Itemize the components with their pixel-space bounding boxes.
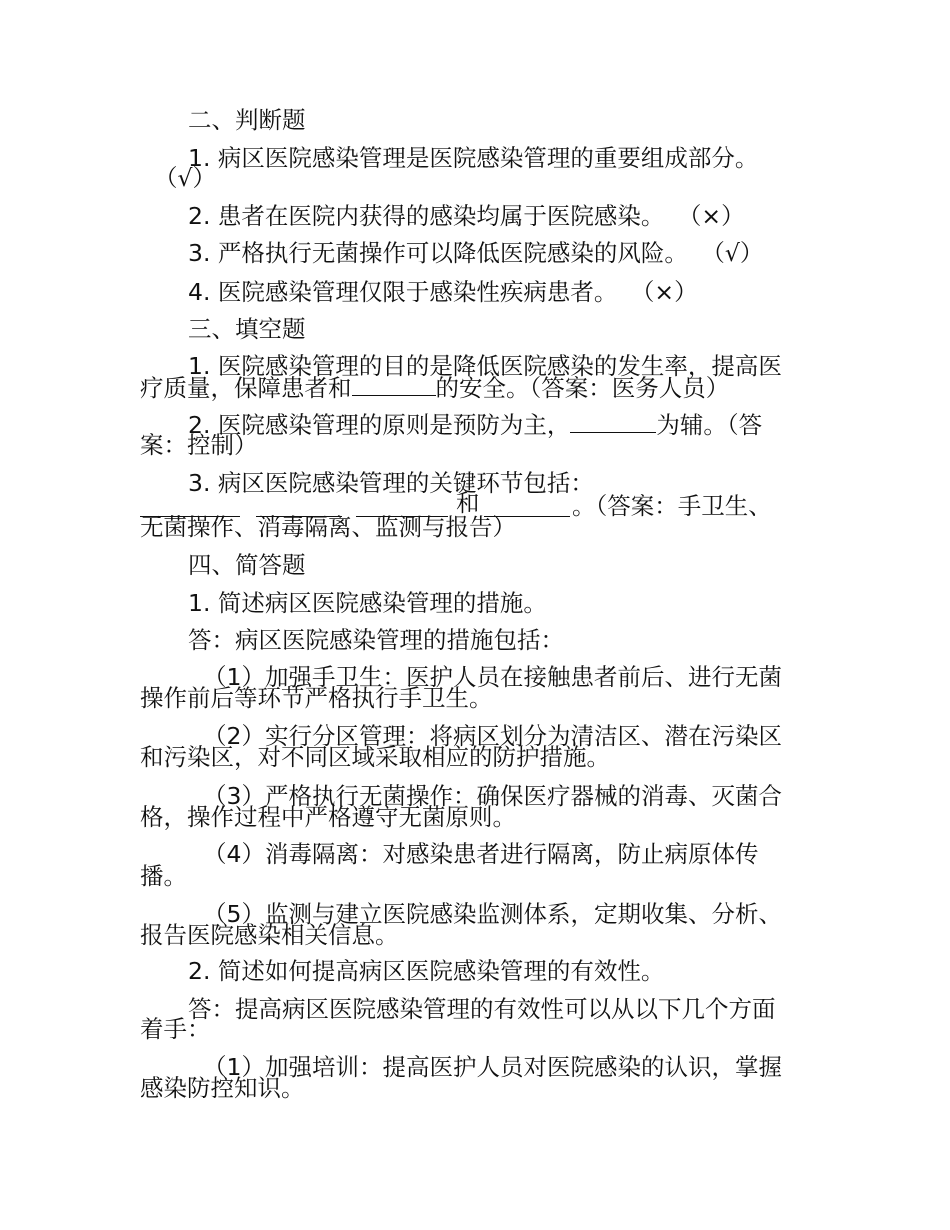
fill-q1-line2-suffix: 的安全。（答案：医务人员）	[435, 374, 730, 402]
short-q2-intro-line2: 着手：	[140, 1015, 211, 1043]
short-q1-point-2-line1: （2）实行分区管理：将病区划分为清洁区、潜在污染区	[203, 722, 782, 750]
fill-q2-line1	[188, 411, 763, 439]
judgment-item-1-text: 1. 病区医院感染管理是医院感染管理的重要组成部分。	[188, 144, 759, 172]
short-q1-point-4-line1: （4）消毒隔离：对感染患者进行隔离，防止病原体传	[203, 840, 759, 868]
judgment-item-1-answer: （√）	[154, 164, 216, 192]
judgment-item-4	[188, 278, 698, 306]
short-q2-point-1-line2: 感染防控知识。	[140, 1074, 305, 1102]
fill-q1-line2	[140, 374, 730, 402]
fill-q3-line1: 3. 病区医院感染管理的关键环节包括：	[188, 469, 594, 497]
short-q1-point-5-line1: （5）监测与建立医院感染监测体系，定期收集、分析、	[203, 900, 782, 928]
short-q1-point-1-line2: 操作前后等环节严格执行手卫生。	[140, 684, 493, 712]
fill-q3-tail: 。（答案：手卫生、	[572, 492, 772, 520]
fill-q1-line2-prefix: 疗质量，保障患者和	[140, 374, 352, 402]
short-q1-point-4-line2: 播。	[140, 862, 187, 890]
judgment-item-3	[188, 239, 764, 267]
fill-q1-blank	[352, 377, 436, 396]
short-q1-point-2-line2: 和污染区，对不同区域采取相应的防护措施。	[140, 743, 610, 771]
short-q1-intro: 答：病区医院感染管理的措施包括：	[188, 626, 564, 654]
fill-q2-line1-suffix: 为辅。（答	[656, 411, 763, 439]
judgment-item-4-text: 4. 医院感染管理仅限于感染性疾病患者。	[188, 278, 618, 306]
fill-q3-connector: 和	[456, 489, 480, 517]
fill-q3-line3: 无菌操作、消毒隔离、监测与报告）	[140, 513, 516, 541]
short-q2-question: 2. 简述如何提高病区医院感染管理的有效性。	[188, 957, 665, 985]
short-q2-intro-line1: 答：提高病区医院感染管理的有效性可以从以下几个方面	[188, 995, 776, 1023]
section-heading-short: 四、简答题	[188, 551, 306, 579]
short-q1-point-5-line2: 报告医院感染相关信息。	[140, 921, 399, 949]
short-q1-question: 1. 简述病区医院感染管理的措施。	[188, 589, 547, 617]
judgment-item-3-text: 3. 严格执行无菌操作可以降低医院感染的风险。	[188, 239, 688, 267]
short-q2-point-1-line1: （1）加强培训：提高医护人员对医院感染的认识，掌握	[203, 1053, 782, 1081]
fill-q2-blank	[570, 414, 656, 433]
section-heading-judgment: 二、判断题	[188, 106, 306, 134]
judgment-item-2-answer: （×）	[677, 202, 745, 230]
fill-q1-line1: 1. 医院感染管理的目的是降低医院感染的发生率，提高医	[188, 352, 782, 380]
section-heading-fill: 三、填空题	[188, 315, 306, 343]
fill-q2-line1-prefix: 2. 医院感染管理的原则是预防为主，	[188, 411, 571, 439]
short-q1-point-3-line2: 格，操作过程中严格遵守无菌原则。	[140, 803, 516, 831]
judgment-item-3-answer: （√）	[701, 239, 764, 267]
short-q1-point-1-line1: （1）加强手卫生：医护人员在接触患者前后、进行无菌	[203, 663, 782, 691]
short-q1-point-3-line1: （3）严格执行无菌操作：确保医疗器械的消毒、灭菌合	[203, 782, 782, 810]
judgment-item-2	[188, 202, 745, 230]
judgment-item-4-answer: （×）	[630, 278, 698, 306]
fill-q2-line2: 案：控制）	[140, 431, 258, 459]
judgment-item-2-text: 2. 患者在医院内获得的感染均属于医院感染。	[188, 202, 665, 230]
